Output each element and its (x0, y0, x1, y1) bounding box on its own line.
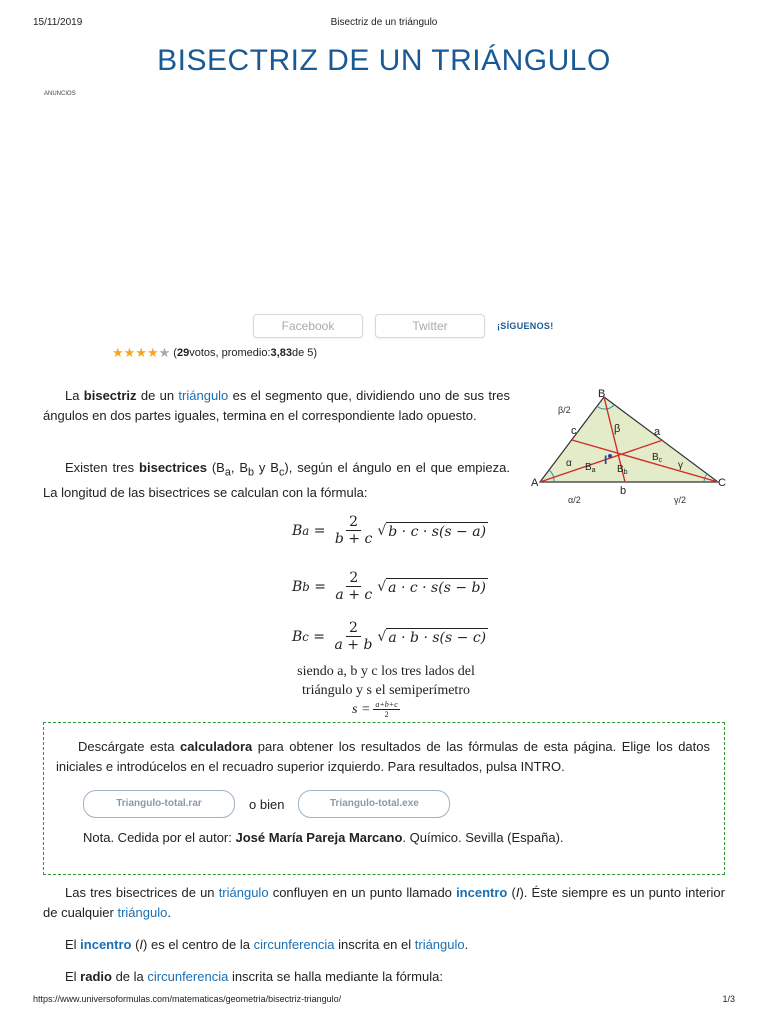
keyword-calculadora: calculadora (180, 739, 253, 754)
page-title: BISECTRIZ DE UN TRIÁNGULO (157, 44, 611, 77)
alpha-half-label: α/2 (568, 495, 581, 505)
author-name: José María Pareja Marcano (235, 830, 403, 845)
link-triangulo[interactable]: triángulo (178, 388, 229, 403)
print-header-title: Bisectriz de un triángulo (330, 17, 438, 28)
formula-ba: B a = $\frac{2}{b + c}$ √ b · c · s(s − a) (292, 514, 487, 547)
star-empty-icon[interactable]: ★ (158, 345, 171, 360)
link-incentro[interactable]: incentro (80, 937, 132, 952)
bisector-c-label: $B_c$ (652, 452, 663, 464)
link-incentro[interactable]: incentro (456, 885, 508, 900)
link-triangulo[interactable]: triángulo (117, 905, 168, 920)
download-box (43, 722, 725, 875)
download-description: Descárgate esta calculadora para obtener los resultados de las fórmulas de esta página. Elige los datos iniciales e introdúcelos en el recuadro superior izquierdo. Para resultados, pulsa INTRO. (56, 739, 710, 774)
triangle-bisectors-figure (528, 384, 732, 514)
formula-bb: B b = $\frac{2}{a + c}$ √ a · c · s(s − b) (292, 570, 486, 603)
incentro-center-paragraph: El incentro (I) es el centro de la circunferencia inscrita en el triángulo. (65, 937, 469, 952)
rating-average: 3,83 (270, 346, 292, 359)
alpha-label: α (566, 458, 572, 469)
link-circunferencia[interactable]: circunferencia (147, 969, 229, 984)
bisector-b-label: $B_b$ (617, 464, 628, 476)
rating-of-text: de 5) (291, 346, 318, 359)
link-circunferencia[interactable]: circunferencia (253, 937, 335, 952)
star-icon[interactable]: ★ (135, 345, 147, 360)
bisector-a-label: $B_a$ (585, 462, 596, 474)
social-bar (253, 314, 554, 338)
star-icon[interactable]: ★ (112, 345, 124, 360)
print-footer-url: https://www.universoformulas.com/matematicas/geometria/bisectriz-triangulo/ (33, 994, 342, 1004)
follow-link[interactable]: ¡SÍGUENOS! (497, 321, 554, 331)
side-a-label: a (654, 426, 661, 438)
rating-votes-text: votos, promedio: (189, 346, 271, 359)
beta-half-label: β/2 (558, 405, 571, 415)
download-buttons (83, 790, 450, 818)
star-icon[interactable]: ★ (123, 345, 136, 360)
download-rar-button[interactable]: Triangulo-total.rar (83, 790, 235, 818)
download-exe-button[interactable]: Triangulo-total.exe (298, 790, 450, 818)
radio-paragraph: El radio de la circunferencia inscrita se halla mediante la fórmula: (65, 969, 443, 984)
side-b-label: b (620, 485, 627, 497)
print-date: 15/11/2019 (33, 17, 83, 28)
gamma-label: γ (678, 460, 683, 471)
incentro-paragraph: Las tres bisectrices de un triángulo confluyen en un punto llamado incentro (I). Éste siempre es un punto interior de cualquier triángulo. (43, 885, 725, 920)
gamma-half-label: γ/2 (674, 495, 687, 505)
keyword-bisectriz: bisectriz (83, 388, 137, 403)
ads-label: ANUNCIOS (44, 91, 76, 97)
semiperimeter-formula: s = $\frac{a+b+c}{2}$ (352, 700, 398, 719)
beta-label: β (614, 423, 621, 435)
keyword-radio: radio (80, 969, 112, 984)
intro-paragraph-1: La bisectriz de un triángulo es el segmento que, dividiendo uno de sus tres ángulos en dos partes iguales, termina en el correspondiente lado opuesto. (43, 388, 510, 423)
star-icon[interactable]: ★ (146, 345, 159, 360)
keyword-bisectrices: bisectrices (139, 460, 207, 475)
twitter-button[interactable]: Twitter (375, 314, 485, 338)
print-page-number: 1/3 (722, 994, 735, 1004)
vertex-a-label: A (531, 477, 539, 489)
intro-paragraph-2: Existen tres bisectrices ($B_a$, $B_b$ y $B_c$), según el ángulo en el que empieza. La longitud de las bisectrices se calculan con la fórmula: (43, 460, 510, 500)
formula-note: siendo a, b y c los tres lados del triángulo y s el semiperímetro (297, 664, 475, 698)
vertex-b-label: B (598, 388, 606, 400)
author-note: Nota. Cedida por el autor: José María Pareja Marcano. Químico. Sevilla (España). (83, 830, 564, 845)
rating (112, 346, 317, 359)
side-c-label: c (571, 425, 577, 437)
link-triangulo[interactable]: triángulo (414, 937, 465, 952)
incenter-label: I (604, 453, 608, 467)
vertex-c-label: C (718, 477, 726, 489)
or-text: o bien (249, 796, 285, 812)
link-triangulo[interactable]: triángulo (218, 885, 269, 900)
facebook-button[interactable]: Facebook (253, 314, 363, 338)
formula-bc: B c = $\frac{2}{a + b}$ √ a · b · s(s − c) (292, 620, 487, 653)
rating-stars[interactable] (112, 346, 170, 359)
rating-votes: 29 (176, 346, 190, 359)
rating-open: ( (173, 346, 177, 359)
